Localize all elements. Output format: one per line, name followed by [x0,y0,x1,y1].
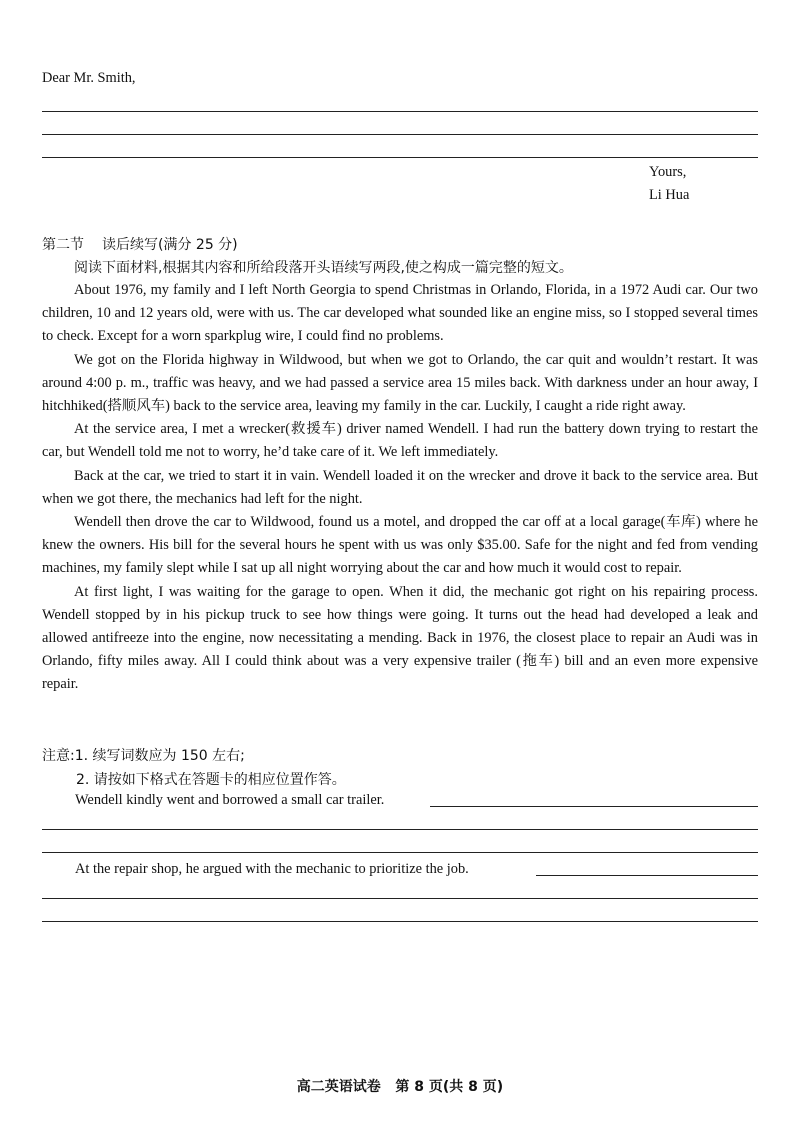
note-answer-format: 2. 请按如下格式在答题卡的相应位置作答。 [76,772,346,788]
section-instruction: 阅读下面材料,根据其内容和所给段落开头语续写两段,使之构成一篇完整的短文。 [74,260,573,276]
letter-closing: Yours, [649,164,687,180]
letter-salutation: Dear Mr. Smith, [42,70,136,86]
answer-line[interactable] [42,921,758,922]
writing-line [42,111,758,112]
passage-paragraph: About 1976, my family and I left North Georgia to spend Christmas in Orlando, Florida, in a 1972 Audi car. Our two children, 10 and 12 years old, were with us. The car developed what sounded like an engine miss, so I stopped several times to check. Except for a worn sparkplug wire, I could find no problems. [42,282,758,345]
answer-line[interactable] [430,806,758,807]
section-number: 第二节 [42,237,84,253]
passage-paragraph: Wendell then drove the car to Wildwood, found us a motel, and dropped the car off at a local garage(车库) where he knew the owners. His bill for the several hours he spent with us was only $35.00. Safe for the night and fed from vending machines, my family slept while I sat up all night worrying about the car and how much it would cost to repair. [42,514,758,577]
passage-paragraph: Back at the car, we tried to start it in vain. Wendell loaded it on the wrecker and drove it back to the service area. But when we got there, the mechanics had left for the night. [42,467,758,507]
answer-line[interactable] [42,898,758,899]
answer-line[interactable] [536,875,758,876]
section-title: 读后续写(满分 25 分) [102,237,238,253]
passage-paragraph: At first light, I was waiting for the garage to open. When it did, the mechanic got right on his repairing process. Wendell stopped by in his pickup truck to see how things were going. It turns out the head had developed a leak and allowed antifreeze into the engine, now necessitating a mending. Back in 1976, the closest place to repair an Audi was in Orlando, fifty miles away. All I could think about was a very expensive trailer (拖车) bill and an even more expensive repair. [42,583,758,693]
reading-passage [42,279,758,697]
page-footer: 高二英语试卷 第 8 页(共 8 页) [296,1079,504,1095]
letter-signature: Li Hua [649,187,690,203]
writing-line [42,157,758,158]
writing-line [42,134,758,135]
continuation-prompt-1: Wendell kindly went and borrowed a small car trailer. [75,792,385,808]
passage-paragraph: We got on the Florida highway in Wildwood, but when we got to Orlando, the car quit and wouldn’t restart. It was around 4:00 p. m., traffic was heavy, and we had passed a service area 15 miles back. With darkness under an hour away, I hitchhiked(搭顺风车) back to the service area, leaving my family in the car. Luckily, I caught a ride right away. [42,351,758,415]
passage-paragraph: At the service area, I met a wrecker(救援车) driver named Wendell. I had run the battery down trying to restart the car, but Wendell told me not to worry, he’d take care of it. We left immediately. [42,421,758,461]
note-word-count: 注意:1. 续写词数应为 150 左右; [42,748,245,764]
answer-line[interactable] [42,829,758,830]
answer-line[interactable] [42,852,758,853]
section-heading [42,234,238,254]
continuation-prompt-2: At the repair shop, he argued with the mechanic to prioritize the job. [75,861,469,877]
